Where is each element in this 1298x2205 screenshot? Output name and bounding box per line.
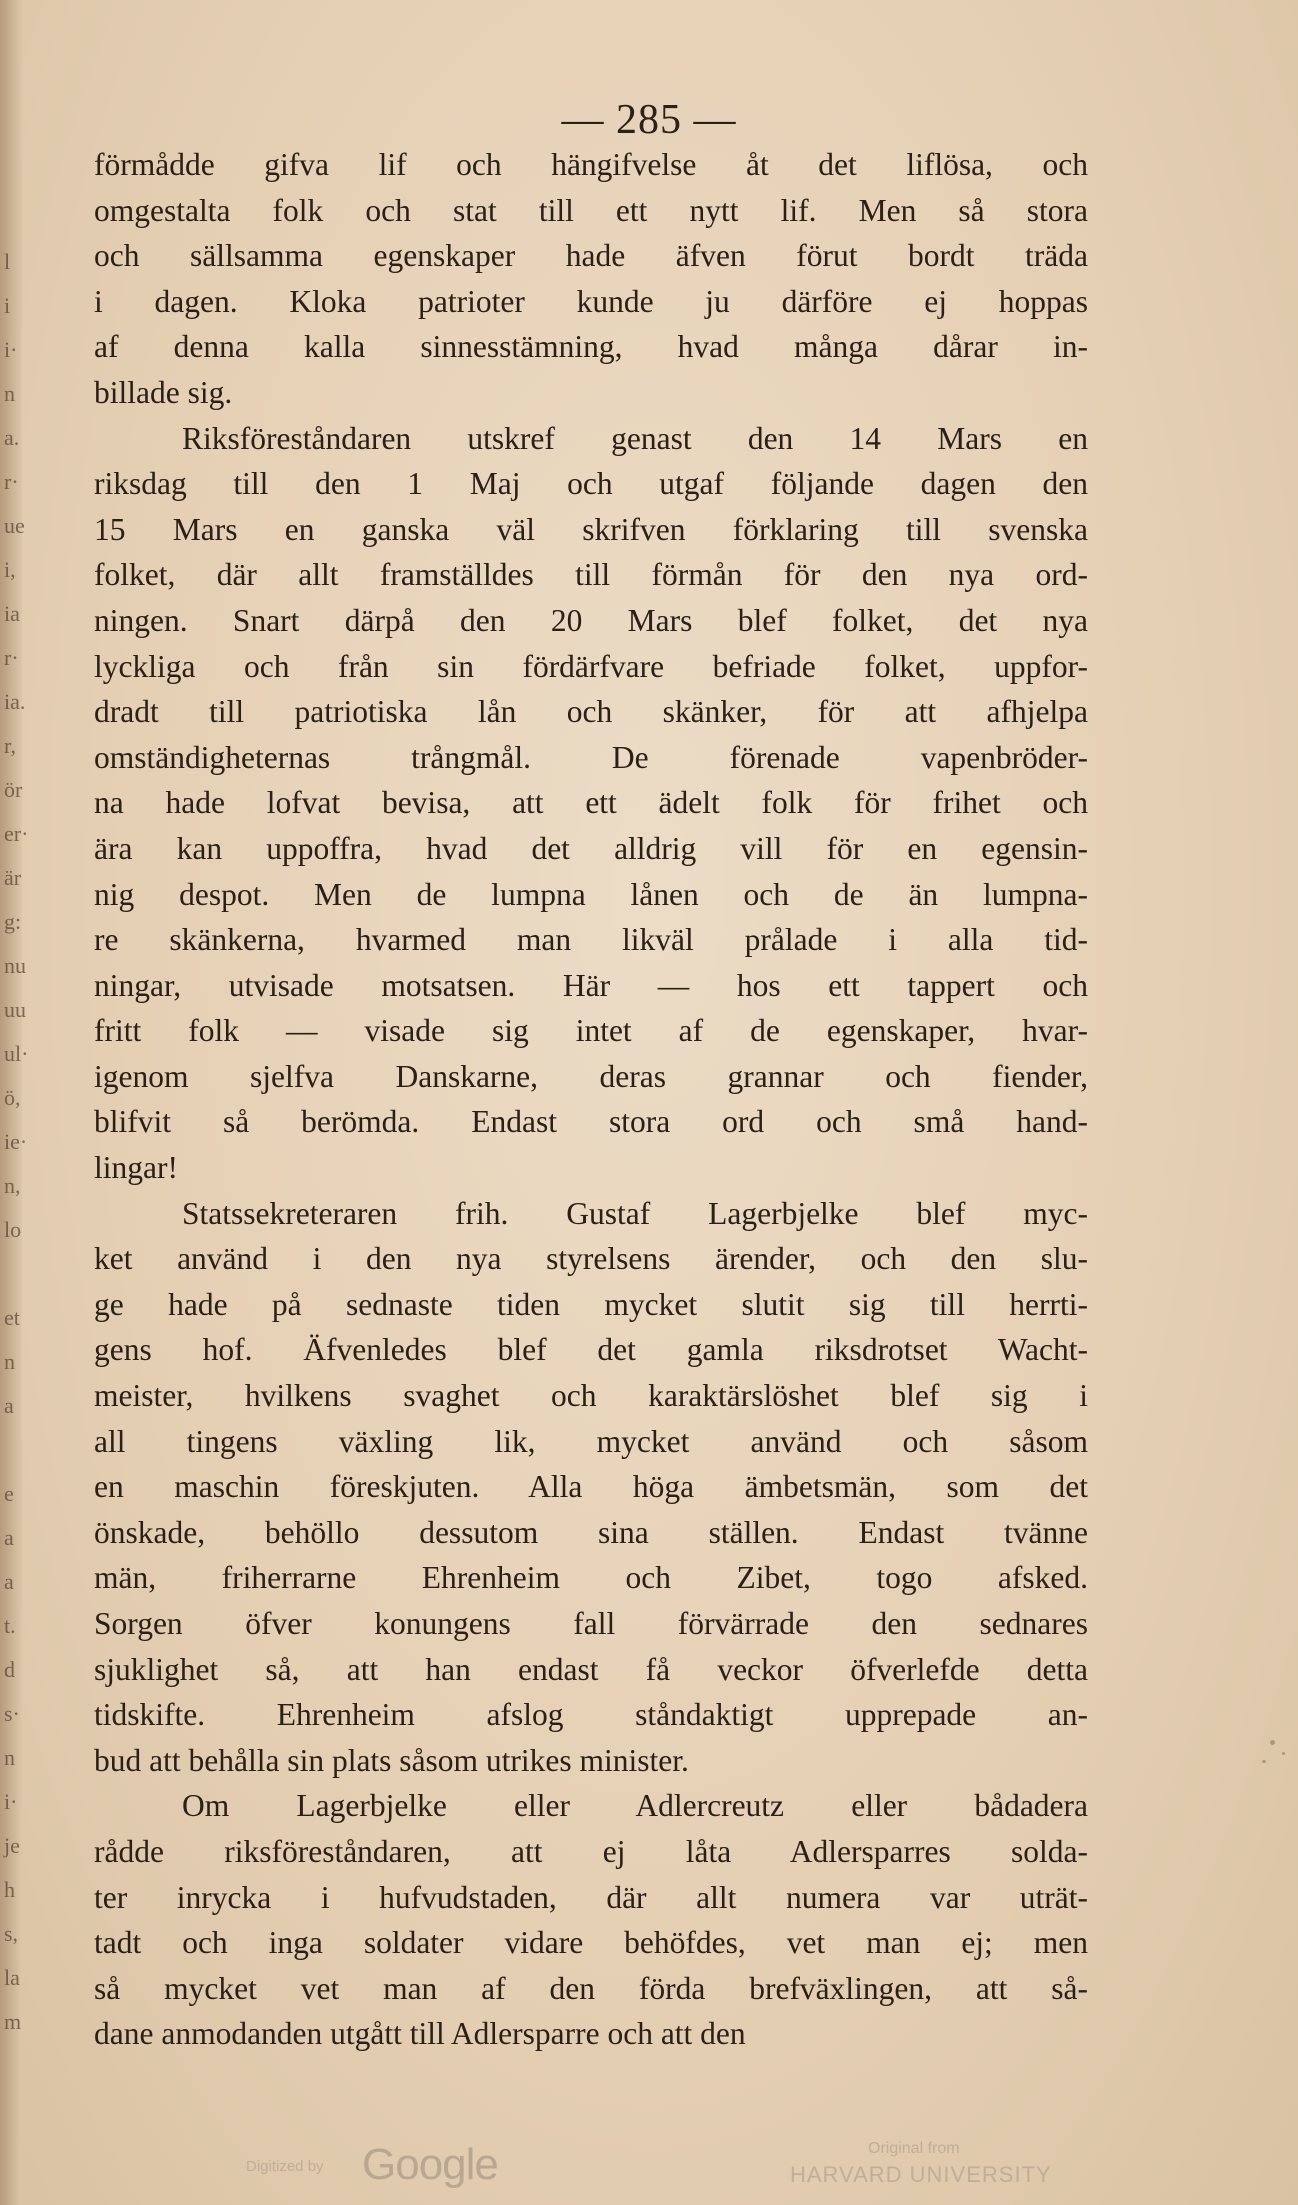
bleed-fragment: a bbox=[4, 1393, 14, 1418]
text-line: ket använd i den nya styrelsens ärender, och den slu- bbox=[94, 1241, 1088, 1277]
text-line: billade sig. bbox=[94, 374, 233, 410]
text-line: fritt folk — visade sig intet af de egenskaper, hvar- bbox=[94, 1013, 1088, 1049]
bleed-fragment: lo bbox=[4, 1217, 22, 1242]
text-line: igenom sjelfva Danskarne, deras grannar och fiender, bbox=[94, 1058, 1088, 1094]
text-line: sjuklighet så, att han endast få veckor öfverlefde detta bbox=[94, 1651, 1088, 1687]
text-line: så mycket vet man af den förda brefväxlingen, att så- bbox=[94, 1970, 1088, 2006]
text-line: ningar, utvisade motsatsen. Här — hos ett tappert och bbox=[94, 967, 1088, 1003]
bleed-fragment: ue bbox=[4, 513, 25, 538]
bleed-fragment: er· bbox=[4, 821, 29, 846]
bleed-fragment: g: bbox=[4, 909, 22, 934]
bleed-fragment: a bbox=[4, 1525, 14, 1550]
text-line: i dagen. Kloka patrioter kunde ju därföre ej hoppas bbox=[94, 283, 1088, 319]
text-line: nig despot. Men de lumpna lånen och de än lumpna- bbox=[94, 876, 1088, 912]
text-line: ter inrycka i hufvudstaden, där allt numera var uträt- bbox=[94, 1879, 1088, 1915]
text-line: lyckliga och från sin fördärfvare befriade folket, uppfor- bbox=[94, 648, 1088, 684]
paper-speck bbox=[1262, 1760, 1266, 1763]
bleed-fragment: ö, bbox=[4, 1085, 21, 1110]
text-line: lingar! bbox=[94, 1150, 178, 1186]
paper-speck bbox=[1270, 1740, 1275, 1745]
bleed-fragment: n bbox=[4, 1745, 15, 1770]
text-line: af denna kalla sinnesstämning, hvad många dårar in- bbox=[94, 329, 1088, 365]
text-line: Riksföreståndaren utskref genast den 14 Mars en bbox=[182, 420, 1088, 456]
text-line: förmådde gifva lif och hängifvelse åt det liflösa, och bbox=[94, 147, 1088, 182]
bleed-fragment: n, bbox=[4, 1173, 21, 1198]
bleed-fragment: h bbox=[4, 1877, 15, 1902]
text-line: tidskifte. Ehrenheim afslog ståndaktigt upprepade an- bbox=[94, 1697, 1088, 1733]
bleed-fragment: ör bbox=[4, 777, 23, 802]
bleed-fragment: r· bbox=[4, 469, 19, 494]
bleed-fragment: ie· bbox=[4, 1129, 28, 1154]
bleed-fragment bbox=[4, 1428, 38, 1472]
bleed-fragment: ia bbox=[4, 601, 20, 626]
text-line: meister, hvilkens svaghet och karaktärslöshet blef sig i bbox=[94, 1378, 1088, 1414]
page-number: — 285 — bbox=[561, 97, 737, 143]
text-line: rådde riksföreståndaren, att ej låta Adlersparres solda- bbox=[94, 1833, 1088, 1869]
bleed-fragment: r, bbox=[4, 733, 16, 758]
text-line: dradt till patriotiska lån och skänker, för att afhjelpa bbox=[94, 694, 1088, 730]
bleed-fragment: et bbox=[4, 1305, 20, 1330]
watermark-harvard-university: HARVARD UNIVERSITY bbox=[790, 2162, 1052, 2187]
text-line: ära kan uppoffra, hvad det alldrig vill för en egensin- bbox=[94, 830, 1088, 866]
bleed-fragment: i· bbox=[4, 1789, 18, 1814]
bleed-fragment: d bbox=[4, 1657, 15, 1682]
bleed-fragment: är bbox=[4, 865, 22, 890]
bleed-fragment: i bbox=[4, 293, 11, 318]
text-line: ge hade på sednaste tiden mycket slutit sig till herrti- bbox=[94, 1286, 1088, 1322]
bleed-fragment: m bbox=[4, 2009, 22, 2034]
bleed-fragment: ul· bbox=[4, 1041, 29, 1066]
text-line: män, friherrarne Ehrenheim och Zibet, togo afsked. bbox=[94, 1560, 1088, 1596]
bleed-fragment: s· bbox=[4, 1701, 20, 1726]
bleed-fragment: n bbox=[4, 1349, 15, 1374]
bleed-fragment: t. bbox=[4, 1613, 16, 1638]
bleed-fragment: la bbox=[4, 1965, 20, 1990]
text-line: Sorgen öfver konungens fall förvärrade den sednares bbox=[94, 1606, 1088, 1641]
watermark-google-logo: Google bbox=[362, 2140, 498, 2189]
text-line: omgestalta folk och stat till ett nytt lif. Men så stora bbox=[94, 192, 1088, 228]
bleed-fragment: i· bbox=[4, 337, 18, 362]
text-line: riksdag till den 1 Maj och utgaf följande dagen den bbox=[94, 466, 1088, 502]
bleed-fragment: a. bbox=[4, 425, 20, 450]
watermark-digitized-by: Digitized by bbox=[246, 2158, 324, 2175]
bleed-fragment: r· bbox=[4, 645, 19, 670]
digitization-watermark bbox=[0, 2140, 1298, 2200]
text-line: re skänkerna, hvarmed man likväl prålade i alla tid- bbox=[94, 922, 1088, 958]
bleed-fragment: i, bbox=[4, 557, 16, 582]
bleed-fragment: e bbox=[4, 1481, 14, 1506]
bleed-fragment: n bbox=[4, 381, 15, 406]
text-line: na hade lofvat bevisa, att ett ädelt folk för frihet och bbox=[94, 785, 1088, 821]
bleed-fragment: a bbox=[4, 1569, 14, 1594]
text-line: bud att behålla sin plats såsom utrikes minister. bbox=[94, 1742, 689, 1778]
text-line: 15 Mars en ganska väl skrifven förklaring till svenska bbox=[94, 511, 1088, 547]
text-line: folket, där allt framställdes till förmån för den nya ord- bbox=[94, 557, 1088, 593]
text-line: tadt och inga soldater vidare behöfdes, vet man ej; men bbox=[94, 1925, 1088, 1961]
bleed-fragment: uu bbox=[4, 997, 26, 1022]
text-line: omständigheternas trångmål. De förenade vapenbröder- bbox=[94, 739, 1088, 775]
text-line: Om Lagerbjelke eller Adlercreutz eller bådadera bbox=[182, 1788, 1088, 1824]
text-line: ningen. Snart därpå den 20 Mars blef folket, det nya bbox=[94, 602, 1088, 638]
text-line: och sällsamma egenskaper hade äfven förut bordt träda bbox=[94, 238, 1088, 274]
bleed-fragment: je bbox=[4, 1833, 20, 1858]
text-line: önskade, behöllo dessutom sina ställen. Endast tvänne bbox=[94, 1514, 1088, 1550]
text-line: gens hof. Äfvenledes blef det gamla riksdrotset Wacht- bbox=[94, 1332, 1088, 1368]
text-line: Statssekreteraren frih. Gustaf Lagerbjelke blef myc- bbox=[182, 1195, 1088, 1231]
watermark-original-from: Original from bbox=[868, 2140, 960, 2157]
facing-page-bleed-through bbox=[4, 240, 38, 2034]
bleed-fragment: nu bbox=[4, 953, 26, 978]
body-text bbox=[94, 142, 1088, 2057]
text-line: en maschin föreskjuten. Alla höga ämbetsmän, som det bbox=[94, 1469, 1088, 1505]
paper-speck bbox=[1282, 1752, 1285, 1755]
bleed-fragment bbox=[4, 1252, 38, 1296]
text-line: dane anmodanden utgått till Adlersparre och att den bbox=[94, 2016, 746, 2052]
bleed-fragment: ia. bbox=[4, 689, 26, 714]
bleed-fragment: s, bbox=[4, 1921, 19, 1946]
text-line: blifvit så berömda. Endast stora ord och små hand- bbox=[94, 1104, 1088, 1140]
text-line: all tingens växling lik, mycket använd och såsom bbox=[94, 1423, 1088, 1459]
bleed-fragment: l bbox=[4, 249, 11, 274]
